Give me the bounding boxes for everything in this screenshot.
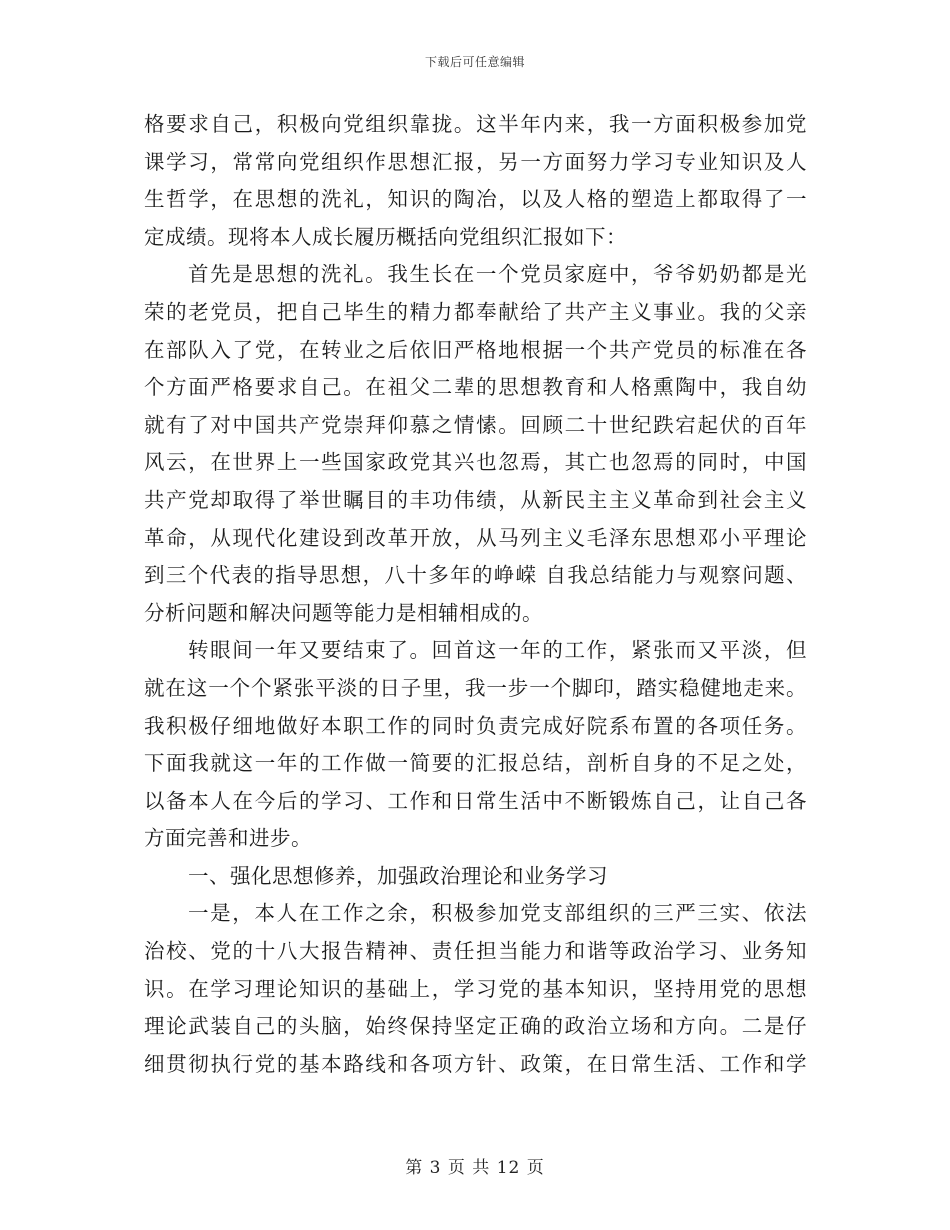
text-line: 分析问题和解决问题等能力是相辅相成的。 bbox=[144, 600, 543, 625]
text-line: 共产党却取得了举世瞩目的丰功伟绩，从新民主主义革命到社会主义 bbox=[144, 487, 807, 512]
text-line: 到三个代表的指导思想，八十多年的峥嵘 自我总结能力与观察问题、 bbox=[144, 563, 807, 588]
text-line: 个方面严格要求自己。在祖父二辈的思想教育和人格熏陶中，我自幼 bbox=[144, 375, 807, 400]
text-line: 转眼间一年又要结束了。回首这一年的工作，紧张而又平淡，但 bbox=[188, 638, 807, 663]
text-line: 风云，在世界上一些国家政党其兴也忽焉，其亡也忽焉的同时，中国 bbox=[144, 450, 807, 475]
footer-middle: 页 共 bbox=[447, 1158, 491, 1178]
total-page-count: 12 bbox=[496, 1158, 521, 1178]
text-line: 课学习，常常向党组织作思想汇报，另一方面努力学习专业知识及人 bbox=[144, 149, 807, 174]
current-page-number: 3 bbox=[429, 1158, 442, 1178]
document-body bbox=[144, 106, 807, 1083]
text-line: 识。在学习理论知识的基础上，学习党的基本知识，坚持用党的思想 bbox=[144, 976, 807, 1001]
footer-prefix: 第 bbox=[405, 1158, 424, 1178]
text-line: 下面我就这一年的工作做一简要的汇报总结，剖析自身的不足之处， bbox=[144, 751, 807, 776]
text-line: 革命，从现代化建设到改革开放，从马列主义毛泽东思想邓小平理论 bbox=[144, 525, 807, 550]
section-heading bbox=[144, 858, 807, 896]
paragraph-3 bbox=[144, 632, 807, 858]
text-line: 荣的老党员，把自己毕生的精力都奉献给了共产主义事业。我的父亲 bbox=[144, 299, 807, 324]
text-line: 生哲学，在思想的洗礼，知识的陶冶，以及人格的塑造上都取得了一 bbox=[144, 187, 807, 212]
text-line: 定成绩。现将本人成长履历概括向党组织汇报如下： bbox=[144, 224, 627, 249]
text-line: 首先是思想的洗礼。我生长在一个党员家庭中，爷爷奶奶都是光 bbox=[188, 262, 807, 287]
text-line: 格要求自己，积极向党组织靠拢。这半年内来，我一方面积极参加党 bbox=[144, 112, 807, 136]
text-line: 理论武装自己的头脑，始终保持坚定正确的政治立场和方向。二是仔 bbox=[144, 1014, 807, 1039]
page-header: 下载后可任意编辑 bbox=[424, 55, 525, 69]
text-line: 治校、党的十八大报告精神、责任担当能力和谐等政治学习、业务知 bbox=[144, 939, 807, 964]
text-line: 以备本人在今后的学习、工作和日常生活中不断锻炼自己，让自己各 bbox=[144, 788, 807, 813]
page-number-footer bbox=[0, 1153, 950, 1178]
heading-line: 一、强化思想修养，加强政治理论和业务学习 bbox=[188, 863, 608, 888]
paragraph-2 bbox=[144, 256, 807, 632]
text-line: 我积极仔细地做好本职工作的同时负责完成好院系布置的各项任务。 bbox=[144, 713, 807, 738]
paragraph-1 bbox=[144, 106, 807, 256]
text-line: 一是，本人在工作之余，积极参加党支部组织的三严三实、依法 bbox=[188, 901, 807, 926]
text-line: 在部队入了党，在转业之后依旧严格地根据一个共产党员的标准在各 bbox=[144, 337, 807, 362]
paragraph-5 bbox=[144, 895, 807, 1083]
text-line: 就在这一个个紧张平淡的日子里，我一步一个脚印，踏实稳健地走来。 bbox=[144, 675, 807, 700]
text-line: 方面完善和进步。 bbox=[144, 826, 312, 851]
footer-suffix: 页 bbox=[526, 1158, 545, 1178]
text-line: 就有了对中国共产党崇拜仰慕之情愫。回顾二十世纪跌宕起伏的百年 bbox=[144, 412, 807, 437]
text-line: 细贯彻执行党的基本路线和各项方针、政策，在日常生活、工作和学 bbox=[144, 1051, 807, 1076]
